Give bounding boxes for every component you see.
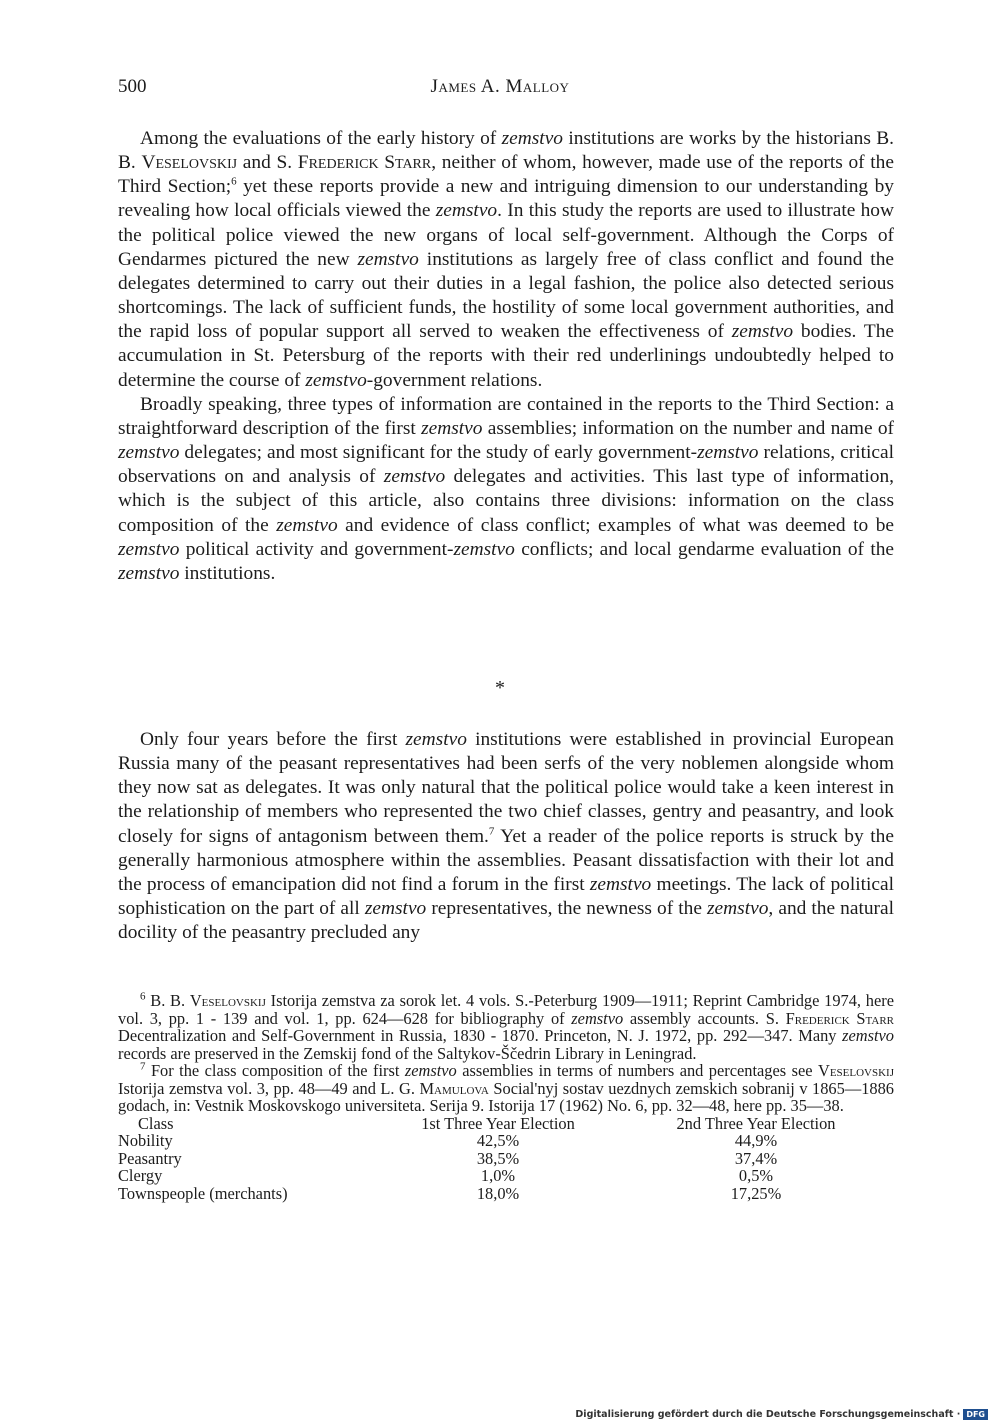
section-1 (118, 127, 894, 586)
table-cell: 38,5% (476, 1148, 520, 1168)
table-row (118, 1132, 894, 1150)
table-cell: Peasantry (118, 1148, 182, 1168)
footnote-6: $^6$ B. B. Veselovskij Istorija zemstva za sorok let. 4 vols. S.-Peterburg 1909—1911; Reprint Cambridge 1974, here vol. 3, pp. 1 - 139 and vol. 1, pp. 624—628 for bibliography of zemstvo assembly accounts. S. Frederick Starr Decentralization and Self-Government in Russia, 1830 - 1870. Princeton, N. J. 1972, pp. 292—347. Many zemstvo records are preserved in the Zemskij fond of the Saltykov-Ščedrin Library in Leningrad. (118, 990, 895, 1063)
footnotes (118, 992, 894, 1202)
footnote-7: $^7$ For the class composition of the first zemstvo assemblies in terms of numbers and percentages see Veselovskij Istorija zemstva vol. 3, pp. 48—49 and L. G. Mamulova Social'nyj sostav uezdnych zemskich sobranij v 1865—1886 godach, in: Vestnik Moskovskogo universiteta. Serija 9. Istorija 17 (1962) No. 6, pp. 32—48, here pp. 35—38. (118, 1060, 894, 1115)
table-cell: Nobility (118, 1131, 173, 1150)
page-number: 500 (118, 76, 147, 97)
table-row (118, 1150, 894, 1168)
table-header: Class (138, 1113, 174, 1133)
table-cell: 1,0% (480, 1166, 516, 1185)
paragraph: Only four years before the first zemstvo institutions were established in provincial European Russia many of the peasant representatives had been serfs of the very noblemen alongside whom they now sat as delegates. It was only natural that the political police would take a keen interest in the relationship of members who represented the two chief classes, gentry and peasantry, and look closely for signs of antagonism between them.$^7$ Yet a reader of the police reports is struck by the generally harmonious atmosphere within the assemblies. Peasant dissatisfaction with their lot and the process of emancipation did not find a forum in the first zemstvo meetings. The lack of political sophistication on the part of all zemstvo representatives, the newness of the zemstvo, and the natural docility of the peasantry precluded any (118, 729, 895, 944)
section-separator: * (495, 677, 505, 699)
digitization-credit (575, 1409, 988, 1420)
table-cell: 0,5% (738, 1166, 774, 1185)
table-cell: 18,0% (476, 1183, 520, 1203)
credit-text: Digitalisierung gefördert durch die Deutsche Forschungsgemeinschaft · (575, 1409, 961, 1420)
section-2 (118, 728, 894, 945)
dfg-logo: DFG (963, 1409, 988, 1420)
table-header: 1st Three Year Election (421, 1113, 575, 1133)
running-head: James A. Malloy (430, 76, 570, 97)
table-cell: 37,4% (734, 1148, 778, 1168)
table-cell: 42,5% (476, 1131, 520, 1150)
table-cell: Clergy (118, 1166, 163, 1185)
class-composition-table (118, 1115, 894, 1203)
table-header: 2nd Three Year Election (676, 1113, 836, 1133)
paragraph: Among the evaluations of the early history of zemstvo institutions are works by the historians B. B. Veselovskij and S. Frederick Starr, neither of whom, however, made use of the reports of the Third Section;$^6$ yet these reports provide a new and intriguing dimension to our understanding by revealing how local officials viewed the zemstvo. In this study the reports are used to illustrate how the political police viewed the new organs of local self-government. Although the Corps of Gendarmes pictured the new zemstvo institutions as largely free of class conflict and found the delegates determined to carry out their duties in a legal fashion, the police also detected serious shortcomings. The lack of sufficient funds, the hostility of some local government authorities, and the rapid loss of popular support all served to weaken the effectiveness of zemstvo bodies. The accumulation in St. Petersburg of the reports with their red underlinings undoubtedly helped to determine the course of zemstvo-government relations. (118, 128, 895, 391)
table-row (118, 1185, 894, 1203)
table-row (118, 1167, 894, 1185)
table-cell: Townspeople (merchants) (118, 1183, 288, 1203)
paragraph: Broadly speaking, three types of information are contained in the reports to the Third Section: a straightforward description of the first zemstvo assemblies; information on the number and name of zemstvo delegates; and most significant for the study of early government-zemstvo relations, critical observations on and analysis of zemstvo delegates and activities. This last type of information, which is the subject of this article, also contains three divisions: information on the class composition of the zemstvo and evidence of class conflict; examples of what was deemed to be zemstvo political activity and government-zemstvo conflicts; and local gendarme evaluation of the zemstvo institutions. (118, 393, 895, 584)
table-header-row (118, 1115, 894, 1133)
table-cell: 17,25% (730, 1183, 782, 1203)
table-cell: 44,9% (734, 1131, 778, 1150)
footnote-ref[interactable]: 6 (231, 175, 237, 188)
footnote-ref[interactable]: 7 (488, 825, 495, 838)
